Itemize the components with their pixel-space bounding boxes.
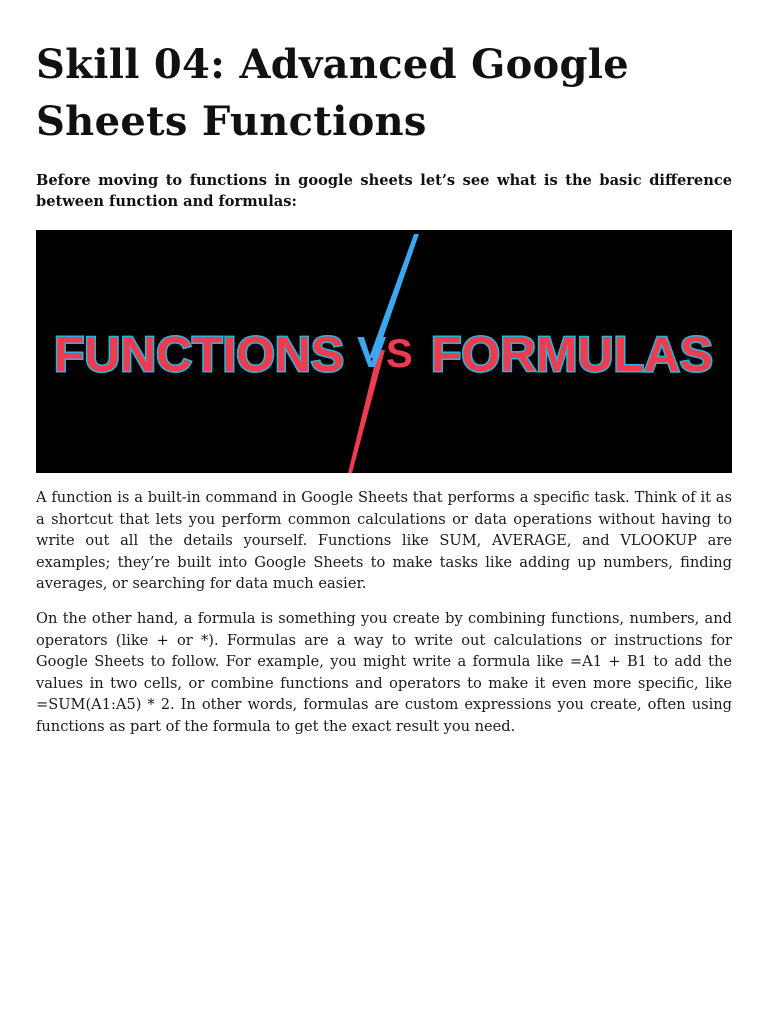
banner-vs-v: V bbox=[357, 328, 387, 377]
functions-vs-formulas-banner bbox=[36, 230, 732, 473]
paragraph-formula-definition: On the other hand, a formula is something you create by combining functions, numbers, and operators (like + or *). Formulas are a way to write out calculations or instructions for Google Sheets to follow. For example, you might write a formula like =A1 + B1 to add the values in two cells, or combine functions and operators to make it even more specific, like =SUM(A1:A5) * 2. In other words, formulas are custom expressions you create, often using functions as part of the formula to get the exact result you need. bbox=[36, 609, 732, 735]
paragraph-function-definition: A function is a built-in command in Google Sheets that performs a specific task. Think of it as a shortcut that lets you perform common calculations or data operations without having to write out all the details yourself. Functions like SUM, AVERAGE, and VLOOKUP are examples; they’re built into Google Sheets to make tasks like adding up numbers, finding averages, or searching for data much easier. bbox=[36, 489, 732, 593]
banner-right-word: FORMULAS bbox=[431, 328, 713, 382]
banner-graphic bbox=[36, 230, 732, 473]
intro-text: Before moving to functions in google sheets let’s see what is the basic difference between function and formulas: bbox=[36, 172, 732, 210]
banner-vs-s: S bbox=[386, 332, 413, 376]
page-title: Skill 04: Advanced Google Sheets Functions bbox=[36, 41, 630, 145]
banner-left-word: FUNCTIONS bbox=[54, 328, 344, 382]
